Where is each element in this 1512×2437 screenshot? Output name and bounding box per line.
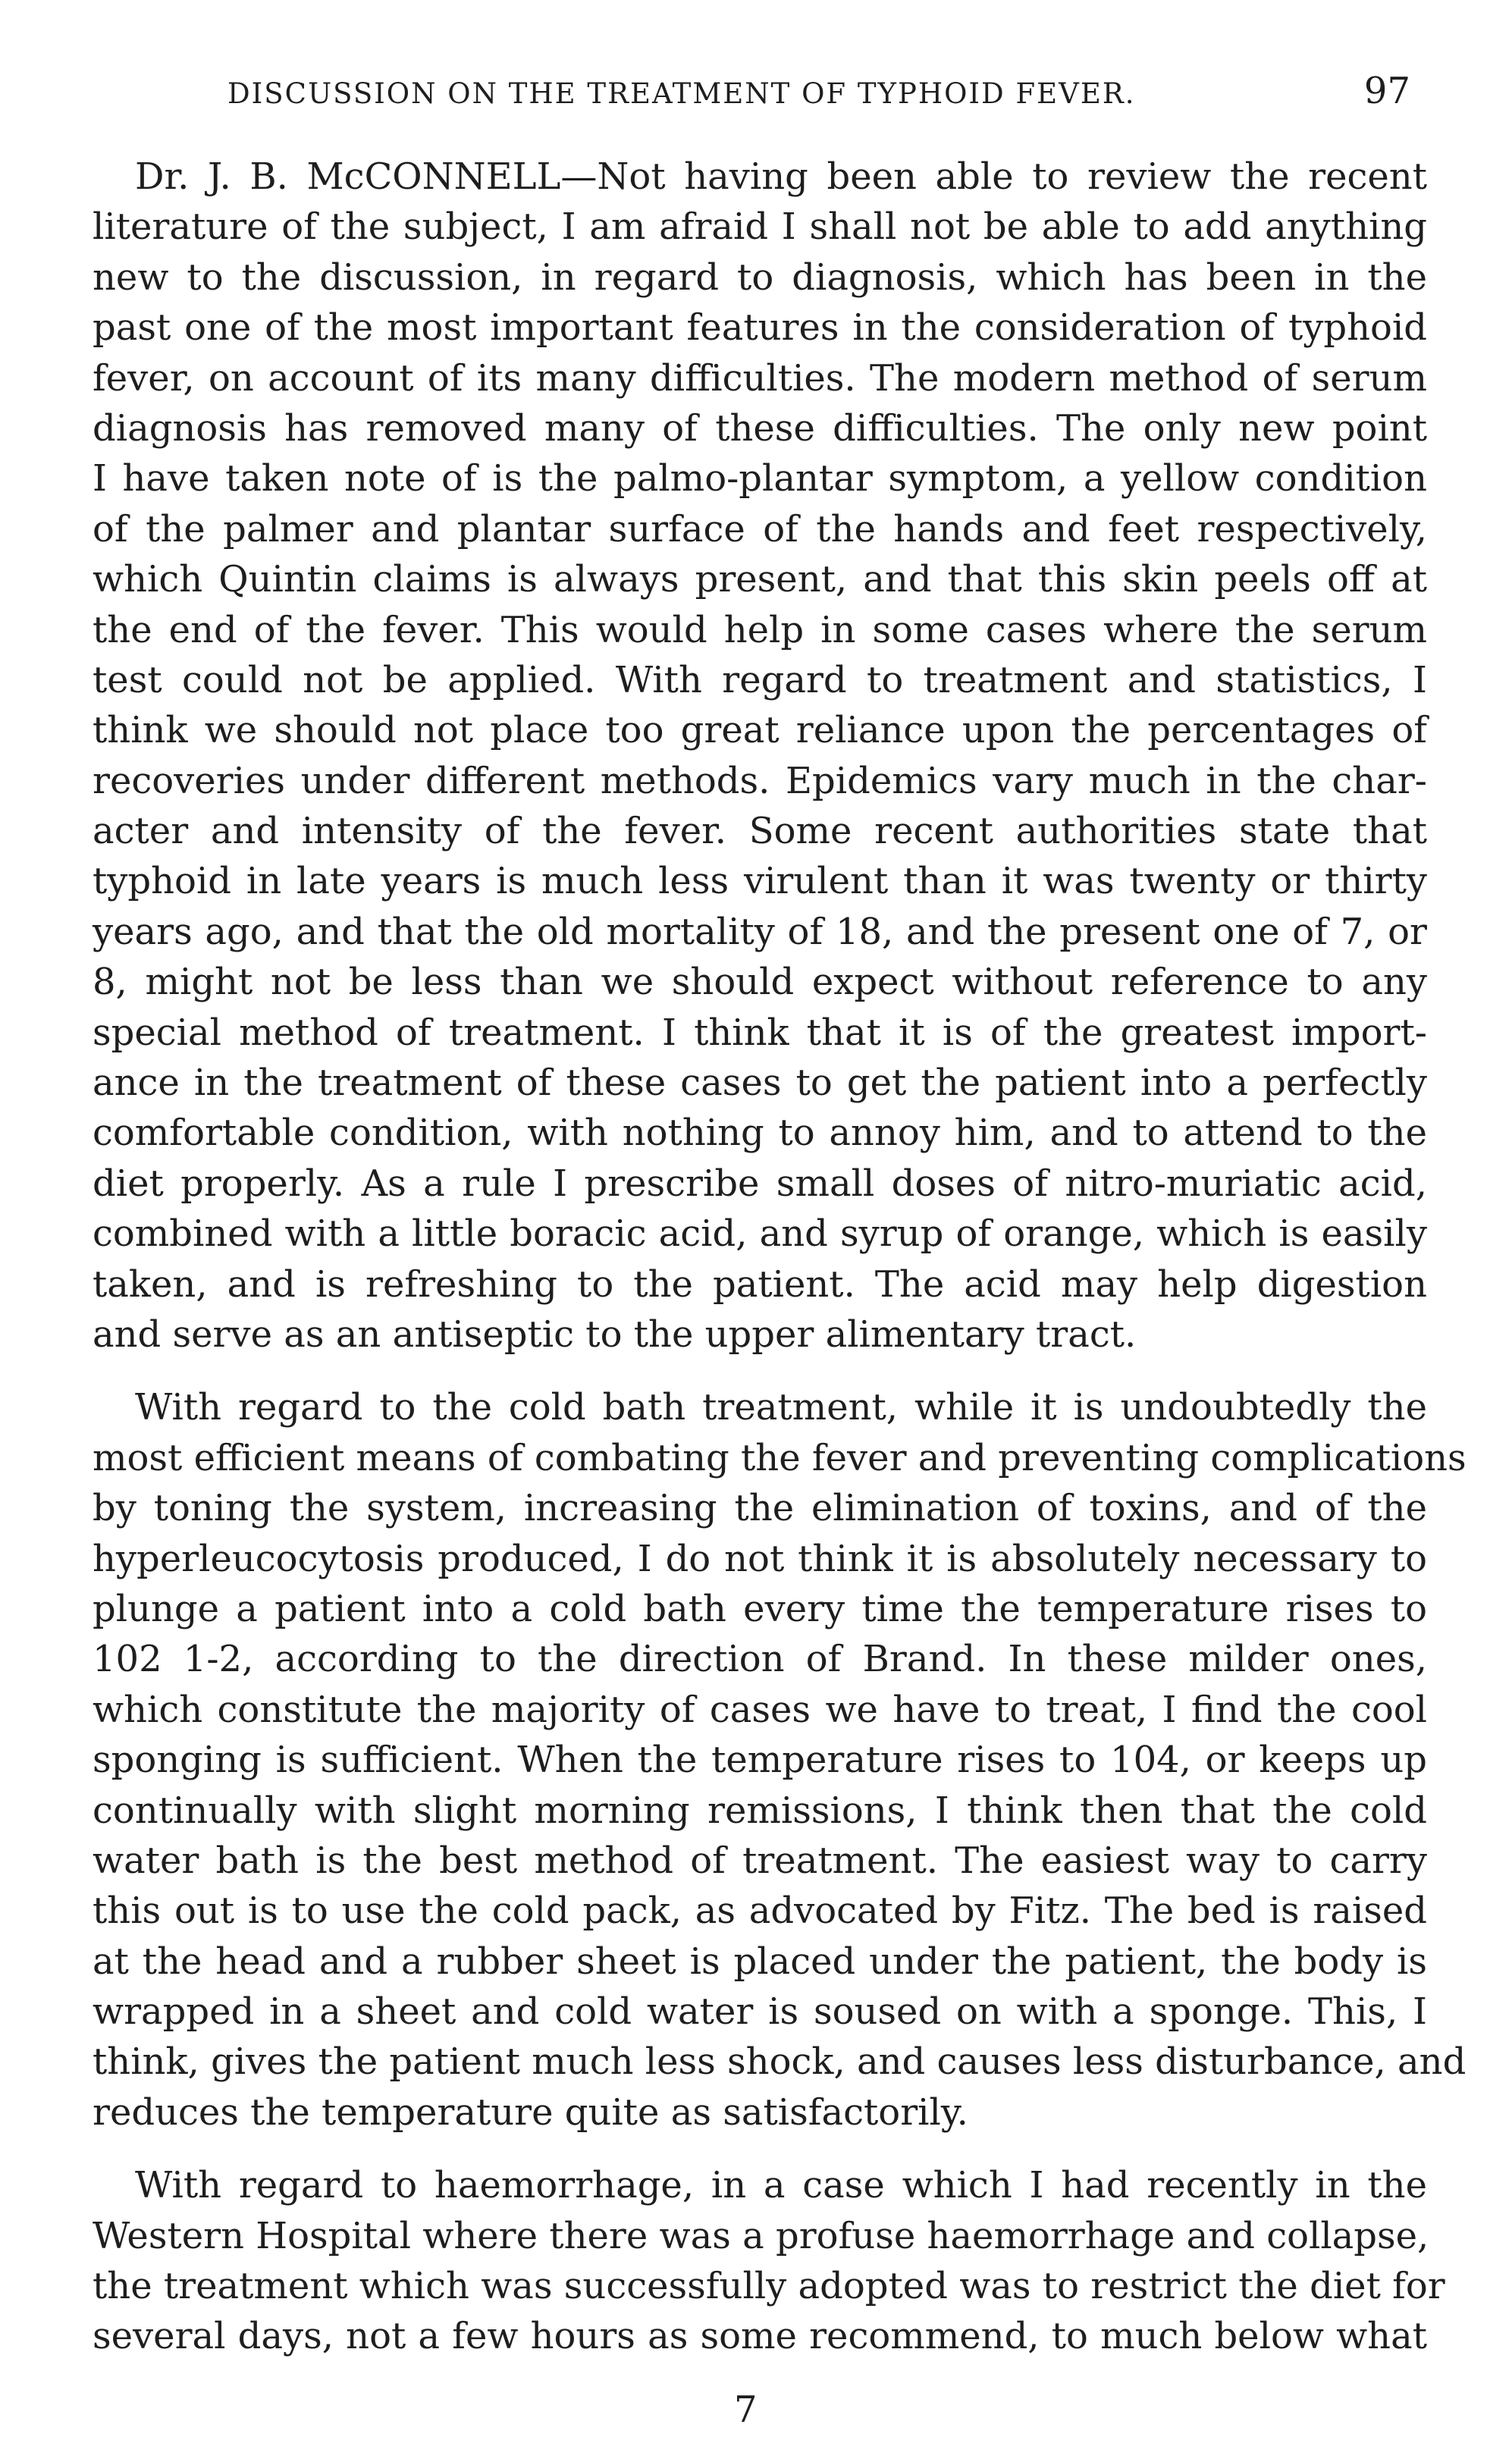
text-line: plunge a patient into a cold bath every time the temperature rises to (93, 1587, 1427, 1630)
running-title: DISCUSSION ON THE TREATMENT OF TYPHOID FEVER. (227, 77, 1136, 110)
text-line: typhoid in late years is much less virulent than it was twenty or thirty (93, 860, 1427, 903)
text-line: test could not be applied. With regard to treatment and statistics, I (93, 658, 1427, 701)
text-line: 102 1-2, according to the direction of Brand. In these milder ones, (93, 1638, 1427, 1681)
text-line: which Quintin claims is always present, and that this skin peels off at (93, 558, 1427, 601)
text-line: wrapped in a sheet and cold water is soused on with a sponge. This, I (93, 1990, 1427, 2034)
text-line: combined with a little boracic acid, and syrup of orange, which is easily (93, 1212, 1427, 1256)
text-line: diet properly. As a rule I prescribe small doses of nitro-muriatic acid, (93, 1162, 1427, 1205)
text-line: by toning the system, increasing the elimination of toxins, and of the (93, 1487, 1427, 1530)
text-line: think, gives the patient much less shock, and causes less disturbance, and (93, 2040, 1467, 2084)
text-line: this out is to use the cold pack, as advocated by Fitz. The bed is raised (93, 1890, 1427, 1933)
text-line: of the palmer and plantar surface of the hands and feet respectively, (93, 507, 1427, 550)
text-line: special method of treatment. I think that it is of the greatest import- (93, 1011, 1427, 1054)
text-line: With regard to haemorrhage, in a case which I had recently in the (135, 2164, 1427, 2207)
paragraph-2 (93, 1382, 1467, 2137)
text-line: recoveries under different methods. Epidemics vary much in the char- (93, 759, 1427, 802)
text-line: Dr. J. B. McCONNELL—Not having been able to review the recent (135, 155, 1427, 198)
text-line: most efficient means of combating the fever and preventing complications (93, 1436, 1467, 1479)
text-line: reduces the temperature quite as satisfactorily. (93, 2090, 968, 2134)
text-line: comfortable condition, with nothing to annoy him, and to attend to the (93, 1112, 1427, 1155)
text-line: water bath is the best method of treatment. The easiest way to carry (93, 1839, 1427, 1882)
text-line: diagnosis has removed many of these difficulties. The only new point (93, 406, 1427, 450)
text-line: several days, not a few hours as some recommend, to much below what (93, 2315, 1427, 2358)
text-line: taken, and is refreshing to the patient. The acid may help digestion (93, 1262, 1427, 1306)
text-line: literature of the subject, I am afraid I shall not be able to add anything (93, 205, 1427, 249)
text-line: With regard to the cold bath treatment, while it is undoubtedly the (135, 1386, 1427, 1429)
text-line: years ago, and that the old mortality of 18, and the present one of 7, or (93, 910, 1427, 953)
paragraph-spacer (93, 2137, 1427, 2160)
running-header (227, 70, 1410, 123)
text-line: at the head and a rubber sheet is placed under the patient, the body is (93, 1940, 1427, 1983)
text-line: sponging is sufficient. When the temperature rises to 104, or keeps up (93, 1739, 1427, 1782)
text-line: and serve as an antiseptic to the upper alimentary tract. (93, 1313, 1137, 1356)
paragraph-3 (93, 2160, 1445, 2362)
text-line: I have taken note of is the palmo-plantar symptom, a yellow condition (93, 457, 1427, 500)
text-line: acter and intensity of the fever. Some recent authorities state that (93, 810, 1427, 853)
text-line: the end of the fever. This would help in some cases where the serum (93, 608, 1427, 651)
text-line: new to the discussion, in regard to diagnosis, which has been in the (93, 256, 1427, 299)
paragraph-1 (93, 152, 1427, 1360)
signature-mark: 7 (734, 2388, 758, 2431)
article-body (93, 152, 1467, 2362)
text-line: past one of the most important features in the consideration of typhoid (93, 306, 1427, 350)
text-line: the treatment which was successfully adopted was to restrict the diet for (93, 2265, 1445, 2308)
paragraph-spacer (93, 1360, 1427, 1382)
text-line: think we should not place too great reliance upon the percentages of (93, 709, 1427, 752)
text-line: 8, might not be less than we should expect without reference to any (93, 961, 1427, 1004)
text-line: fever, on account of its many difficulties. The modern method of serum (93, 356, 1427, 400)
text-line: ance in the treatment of these cases to get the patient into a perfectly (93, 1062, 1427, 1105)
text-line: which constitute the majority of cases we have to treat, I find the cool (93, 1688, 1427, 1731)
page-number: 97 (1363, 70, 1410, 112)
text-line: hyperleucocytosis produced, I do not think it is absolutely necessary to (93, 1537, 1427, 1580)
text-line: Western Hospital where there was a profuse haemorrhage and collapse, (93, 2214, 1429, 2257)
text-line: continually with slight morning remissions, I think then that the cold (93, 1789, 1427, 1832)
